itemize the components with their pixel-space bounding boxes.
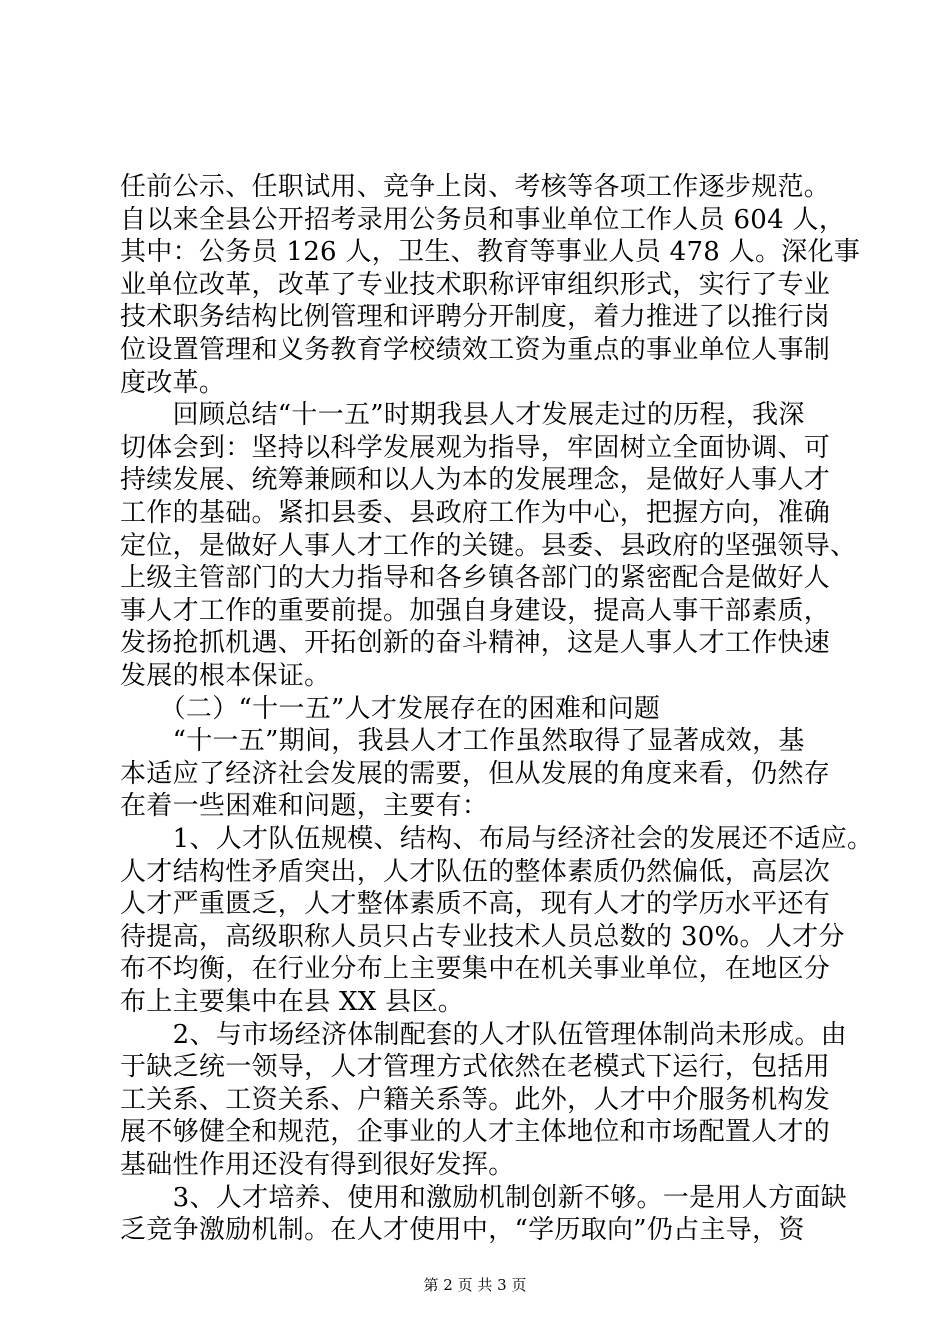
text-line: 布不均衡，在行业分布上主要集中在机关事业单位，在地区分 <box>120 954 831 985</box>
text-line: 业单位改革，改革了专业技术职称评审组织形式，实行了专业 <box>120 269 831 300</box>
text-line: 布上主要集中在县 XX 县区。 <box>120 987 465 1017</box>
text-line: 基础性作用还没有得到很好发挥。 <box>120 1150 515 1180</box>
text-line: 展不够健全和规范，企事业的人才主体地位和市场配置人才的 <box>120 1117 831 1148</box>
text-line: 上级主管部门的大力指导和各乡镇各部门的紧密配合是做好人 <box>120 563 831 594</box>
text-line: 1、人才队伍规模、结构、布局与经济社会的发展还不适应。 <box>120 824 874 854</box>
text-line: 其中：公务员 126 人，卫生、教育等事业人员 478 人。深化事 <box>120 237 861 268</box>
page-footer: 第 2 页 共 3 页 <box>423 1276 527 1294</box>
text-line: 持续发展、统筹兼顾和以人为本的发展理念，是做好人事人才 <box>120 465 831 496</box>
text-line: 人才严重匮乏，人才整体素质不高，现有人才的学历水平还有 <box>120 889 831 920</box>
text-line: 自以来全县公开招考录用公务员和事业单位工作人员 604 人， <box>120 204 846 235</box>
text-line: 于缺乏统一领导，人才管理方式依然在老模式下运行，包括用 <box>120 1052 831 1083</box>
text-line: 回顾总结“十一五”时期我县人才发展走过的历程，我深 <box>120 400 805 431</box>
text-line: 工关系、工资关系、户籍关系等。此外，人才中介服务机构发 <box>120 1084 831 1115</box>
text-line: 度改革。 <box>120 367 226 398</box>
text-line: 本适应了经济社会发展的需要，但从发展的角度来看，仍然存 <box>120 758 831 789</box>
text-line: 工作的基础。紧扣县委、县政府工作为中心，把握方向，准确 <box>120 498 831 528</box>
text-line: 定位，是做好人事人才工作的关键。县委、县政府的坚强领导、 <box>120 530 857 561</box>
text-line: 事人才工作的重要前提。加强自身建设，提高人事干部素质， <box>120 595 831 626</box>
text-line: 人才结构性矛盾突出，人才队伍的整体素质仍然偏低，高层次 <box>120 856 831 887</box>
text-line: 在着一些困难和问题，主要有： <box>120 791 489 822</box>
text-line: 待提高，高级职称人员只占专业技术人员总数的 30%。人才分 <box>120 921 845 952</box>
text-line: 发展的根本保证。 <box>120 661 331 691</box>
text-line: 位设置管理和义务教育学校绩效工资为重点的事业单位人事制 <box>120 335 831 365</box>
text-line: 乏竞争激励机制。在人才使用中，“学历取向”仍占主导，资 <box>120 1215 805 1246</box>
text-line: 切体会到：坚持以科学发展观为指导，牢固树立全面协调、可 <box>120 432 831 463</box>
text-line: 2、与市场经济体制配套的人才队伍管理体制尚未形成。由 <box>120 1019 847 1050</box>
text-line: （二）“十一五”人才发展存在的困难和问题 <box>120 693 661 724</box>
text-line: 任前公示、任职试用、竞争上岗、考核等各项工作逐步规范。 <box>120 172 831 202</box>
text-line: 3、人才培养、使用和激励机制创新不够。一是用人方面缺 <box>120 1182 847 1213</box>
text-line: 发扬抢抓机遇、开拓创新的奋斗精神，这是人事人才工作快速 <box>120 628 831 659</box>
text-line: 技术职务结构比例管理和评聘分开制度，着力推进了以推行岗 <box>120 302 831 333</box>
text-line: “十一五”期间，我县人才工作虽然取得了显著成效，基 <box>120 726 805 757</box>
